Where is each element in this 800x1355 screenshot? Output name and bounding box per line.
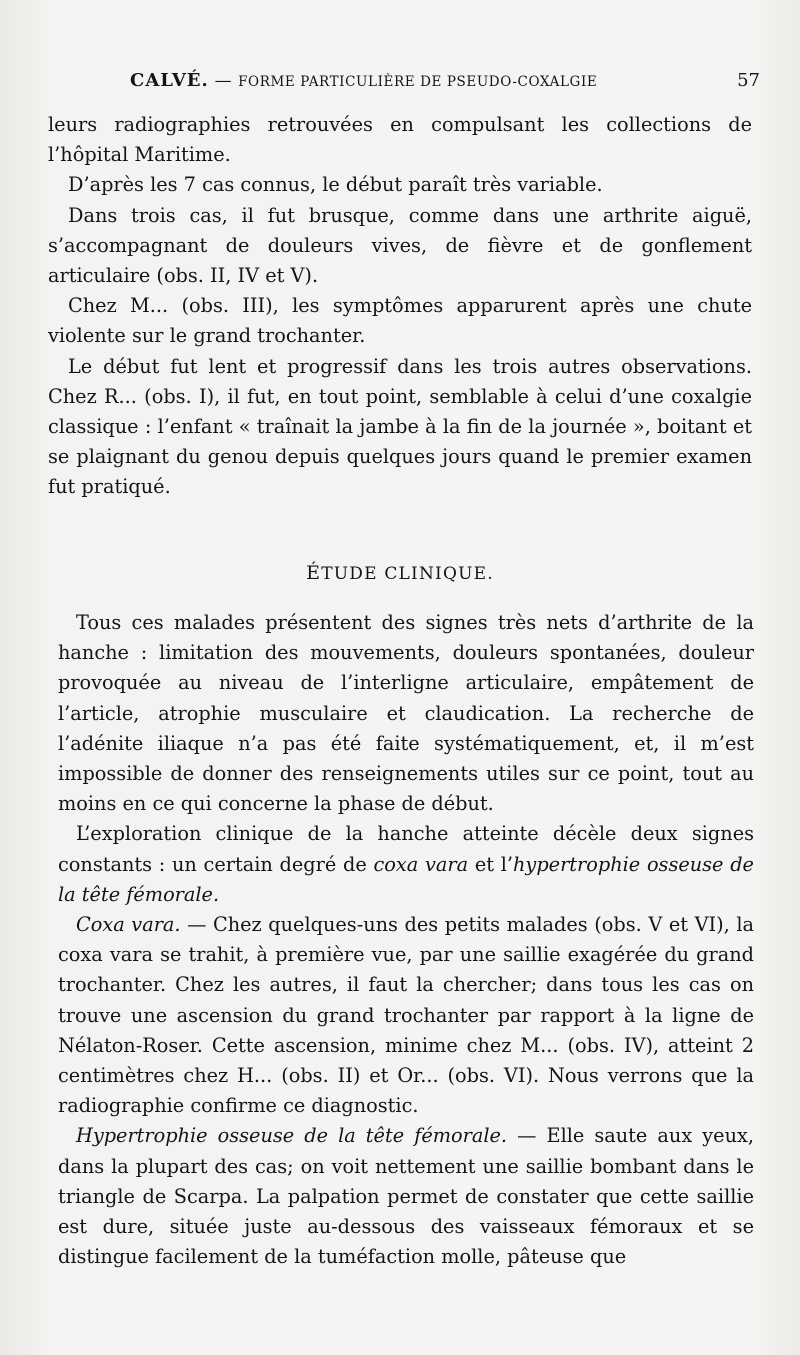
paragraph: D’après les 7 cas connus, le début paraît très variable.	[68, 173, 603, 197]
heading-initial: É	[306, 562, 322, 584]
italic-term: hypertrophie osseuse de la tête fémorale.	[58, 852, 754, 906]
clinical-study-text	[58, 608, 754, 1272]
text-run: et l’	[474, 852, 514, 876]
header-dash: —	[214, 71, 233, 91]
paragraph	[58, 1121, 754, 1272]
running-title	[130, 70, 597, 91]
section-heading	[0, 562, 800, 584]
text-run: L’exploration clinique de la hanche atteinte décèle deux signes constants : un certain degré de	[58, 822, 754, 876]
header-author: CALVÉ.	[130, 70, 209, 91]
paragraph	[58, 819, 754, 910]
paragraph: leurs radiographies retrouvées en compulsant les collections de l’hôpital Maritime.	[48, 113, 752, 167]
running-header	[60, 70, 760, 98]
header-title: FORME PARTICULIÈRE DE PSEUDO-COXALGIE	[238, 74, 598, 90]
text-run: — Chez quelques-uns des petits malades (obs. V et VI), la coxa vara se trahit, à première vue, par une saillie exagérée du grand trochanter. Chez les autres, il faut la chercher; dans tous les cas on trouve une ascension du grand trochanter par rapport à la ligne de Nélaton-Roser. Cette ascension, minime chez M... (obs. IV), atteint 2 centimètres chez H... (obs. II) et Or... (obs. VI). Nous verrons que la radiographie confirme ce diagnostic.	[58, 913, 754, 1118]
paragraph: Le début fut lent et progressif dans les trois autres observations. Chez R... (obs. I), il fut, en tout point, semblable à celui d’une coxalgie classique : l’enfant « traînait la jambe à la fin de la journée », boitant et se plaignant du genou depuis quelques jours quand le premier examen fut pratiqué.	[48, 354, 752, 499]
paragraph: Dans trois cas, il fut brusque, comme dans une arthrite aiguë, s’accompagnant de douleurs vives, de fièvre et de gonflement articulaire (obs. II, IV et V).	[48, 203, 752, 288]
paragraph: Tous ces malades présentent des signes très nets d’arthrite de la hanche : limitation des mouvements, douleurs spontanées, douleur provoquée au niveau de l’interligne articulaire, empâtement de l’article, atrophie musculaire et claudication. La recherche de l’adénite iliaque n’a pas été faite systématiquement, et, il m’est impossible de donner des renseignements utiles sur ce point, tout au moins en ce qui concerne la phase de début.	[58, 611, 754, 816]
italic-term: coxa vara	[373, 852, 469, 876]
paragraph: Chez M... (obs. III), les symptômes apparurent après une chute violente sur le grand trochanter.	[48, 294, 752, 348]
text-run: — Elle saute aux yeux, dans la plupart des cas; on voit nettement une saillie bombant dans le triangle de Scarpa. La palpation permet de constater que cette saillie est dure, située juste au-dessous des vaisseaux fémoraux et se distingue facilement de la tuméfaction molle, pâteuse que	[58, 1124, 754, 1269]
italic-subheading: Coxa vara.	[76, 913, 181, 937]
paragraph	[58, 910, 754, 1121]
page-number: 57	[737, 70, 760, 91]
italic-subheading: Hypertrophie osseuse de la tête fémorale.	[76, 1124, 508, 1148]
section-opening-text	[48, 110, 752, 503]
heading-rest: TUDE CLINIQUE.	[321, 564, 494, 584]
